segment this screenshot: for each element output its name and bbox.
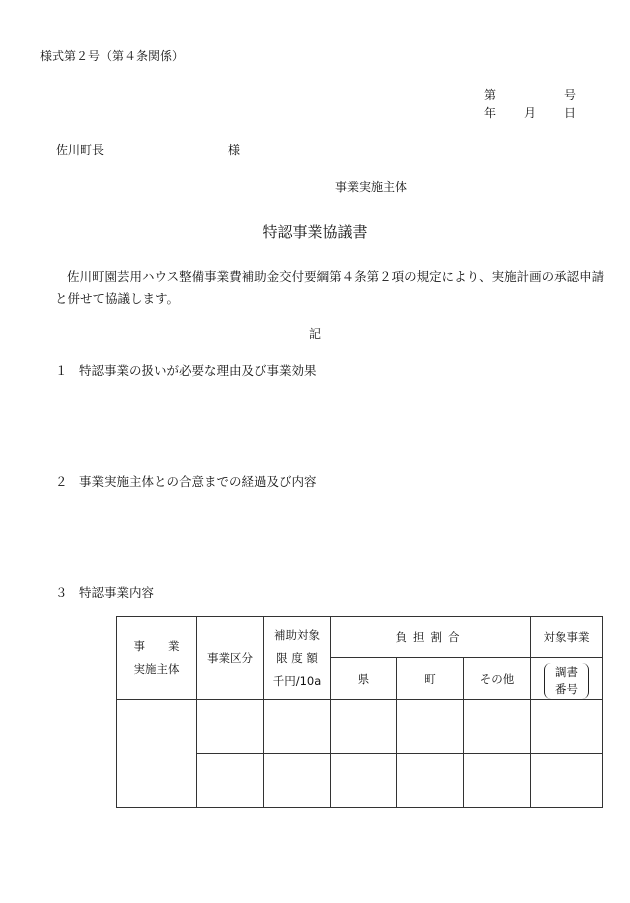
addressee-name: 佐川町長 xyxy=(56,143,105,157)
header-implementing-body-line1: 事 業 xyxy=(133,639,180,653)
header-subsidy-limit-line1: 補助対象 xyxy=(274,627,320,642)
survey-number-line2: 番号 xyxy=(555,681,579,696)
section-3-label: 特認事業内容 xyxy=(79,585,155,600)
data-cell-town-2[interactable] xyxy=(397,754,464,808)
data-cell-other-2[interactable] xyxy=(464,754,531,808)
section-1 xyxy=(55,361,317,379)
survey-number-bracket xyxy=(544,663,589,699)
header-burden-other: その他 xyxy=(464,658,531,700)
survey-number-line1: 調書 xyxy=(555,664,579,679)
data-cell-town-1[interactable] xyxy=(397,700,464,754)
document-number-prefix: 第 xyxy=(484,88,497,102)
sender-label: 事業実施主体 xyxy=(335,180,408,194)
date-month-label: 月 xyxy=(524,106,537,120)
header-survey-number xyxy=(531,658,603,700)
section-3-number: ３ xyxy=(55,585,68,600)
header-implementing-body-line2: 実施主体 xyxy=(133,662,180,676)
project-content-table xyxy=(116,616,603,808)
data-cell-survey-number-1[interactable] xyxy=(531,700,603,754)
document-number-suffix: 号 xyxy=(564,88,577,102)
data-cell-implementing-body[interactable] xyxy=(117,700,197,808)
document-title: 特認事業協議書 xyxy=(262,223,368,241)
header-target-project: 対象事業 xyxy=(531,617,603,658)
header-subsidy-limit-line2: 限 度 額 xyxy=(276,650,318,665)
body-paragraph: 佐川町園芸用ハウス整備事業費補助金交付要綱第４条第２項の規定により、実施計画の承認申請と併せて協議します。 xyxy=(55,269,605,306)
section-2 xyxy=(55,472,317,490)
section-1-label: 特認事業の扱いが必要な理由及び事業効果 xyxy=(79,363,317,378)
header-burden-town: 町 xyxy=(397,658,464,700)
header-implementing-body xyxy=(117,617,197,700)
section-3 xyxy=(55,583,154,601)
data-cell-other-1[interactable] xyxy=(464,700,531,754)
data-cell-subsidy-limit-2[interactable] xyxy=(264,754,331,808)
date-day-label: 日 xyxy=(564,106,577,120)
data-cell-prefecture-1[interactable] xyxy=(331,700,397,754)
header-burden-ratio: 負担割合 xyxy=(331,617,531,658)
addressee-honorific: 様 xyxy=(228,143,241,157)
header-subsidy-limit xyxy=(264,617,331,700)
ki-marker: 記 xyxy=(308,327,321,341)
data-cell-prefecture-2[interactable] xyxy=(331,754,397,808)
header-project-category: 事業区分 xyxy=(197,617,264,700)
data-cell-subsidy-limit-1[interactable] xyxy=(264,700,331,754)
form-number: 様式第２号（第４条関係） xyxy=(40,49,185,63)
section-1-number: １ xyxy=(55,363,68,378)
data-cell-project-category-1[interactable] xyxy=(197,700,264,754)
section-2-number: ２ xyxy=(55,474,68,489)
section-2-label: 事業実施主体との合意までの経過及び内容 xyxy=(79,474,317,489)
data-cell-project-category-2[interactable] xyxy=(197,754,264,808)
date-year-label: 年 xyxy=(484,106,497,120)
header-burden-prefecture: 県 xyxy=(331,658,397,700)
data-cell-survey-number-2[interactable] xyxy=(531,754,603,808)
header-subsidy-limit-line3: 千円/10a xyxy=(272,673,322,688)
